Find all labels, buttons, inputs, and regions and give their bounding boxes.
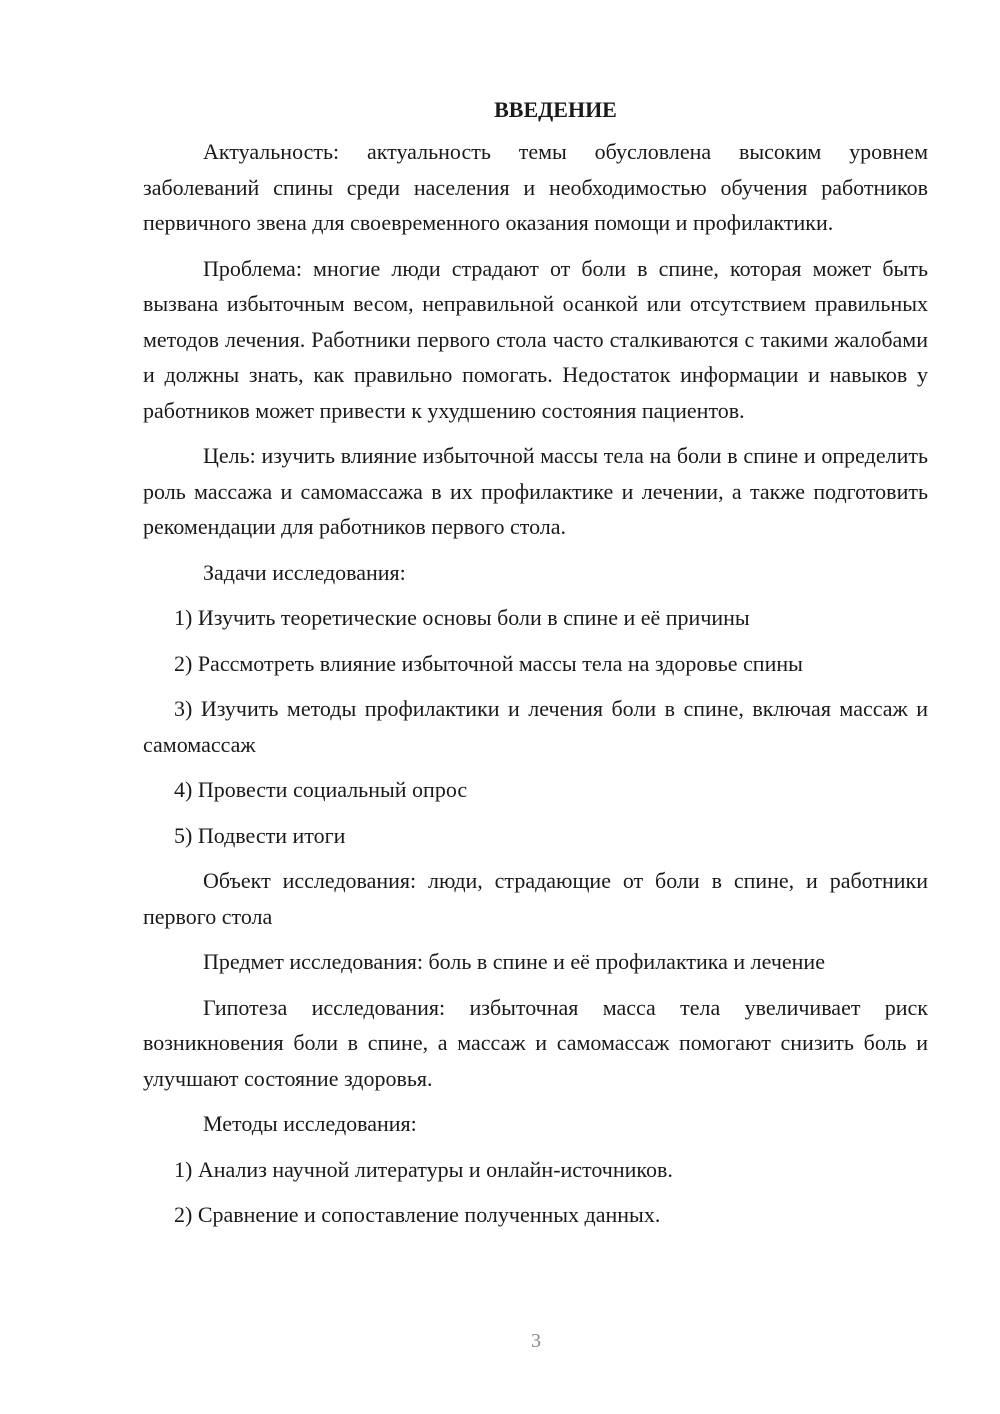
hypothesis-paragraph: Гипотеза исследования: избыточная масса тела увеличивает риск возникновения боли в спине, а массаж и самомассаж помогают снизить боль и улучшают состояние здоровья. <box>143 994 928 1091</box>
page-number: 3 <box>531 1330 541 1352</box>
task-item: 5) Подвести итоги <box>174 822 346 848</box>
method-item: 2) Сравнение и сопоставление полученных данных. <box>174 1202 661 1227</box>
task-item: 4) Провести социальный опрос <box>174 777 468 802</box>
object-paragraph: Объект исследования: люди, страдающие от боли в спине, и работники первого стола <box>143 868 928 929</box>
relevance-paragraph: Актуальность: актуальность темы обусловлена высоким уровнем заболеваний спины среди населения и необходимостью обучения работников первичного звена для своевременного оказания помощи и профилактики. <box>143 139 928 235</box>
page-content <box>143 92 928 1243</box>
task-item: 3) Изучить методы профилактики и лечения боли в спине, включая массаж и самомассаж <box>143 696 928 757</box>
method-item: 1) Анализ научной литературы и онлайн-источников. <box>174 1156 673 1182</box>
task-item: 2) Рассмотреть влияние избыточной массы тела на здоровье спины <box>174 650 803 676</box>
goal-paragraph: Цель: изучить влияние избыточной массы тела на боли в спине и определить роль массажа и самомассажа в их профилактике и лечении, а также подготовить рекомендации для работников первого стола. <box>143 443 928 539</box>
subject-paragraph: Предмет исследования: боль в спине и её профилактика и лечение <box>203 949 825 974</box>
task-item: 1) Изучить теоретические основы боли в спине и её причины <box>174 605 750 630</box>
problem-paragraph: Проблема: многие люди страдают от боли в спине, которая может быть вызвана избыточным весом, неправильной осанкой или отсутствием правильных методов лечения. Работники первого стола часто сталкиваются с такими жалобами и должны знать, как правильно помогать. Недостаток информации и навыков у работников может привести к ухудшению состояния пациентов. <box>143 255 928 423</box>
methods-title: Методы исследования: <box>203 1111 417 1136</box>
tasks-title: Задачи исследования: <box>203 559 406 585</box>
page-heading: ВВЕДЕНИЕ <box>494 97 617 122</box>
